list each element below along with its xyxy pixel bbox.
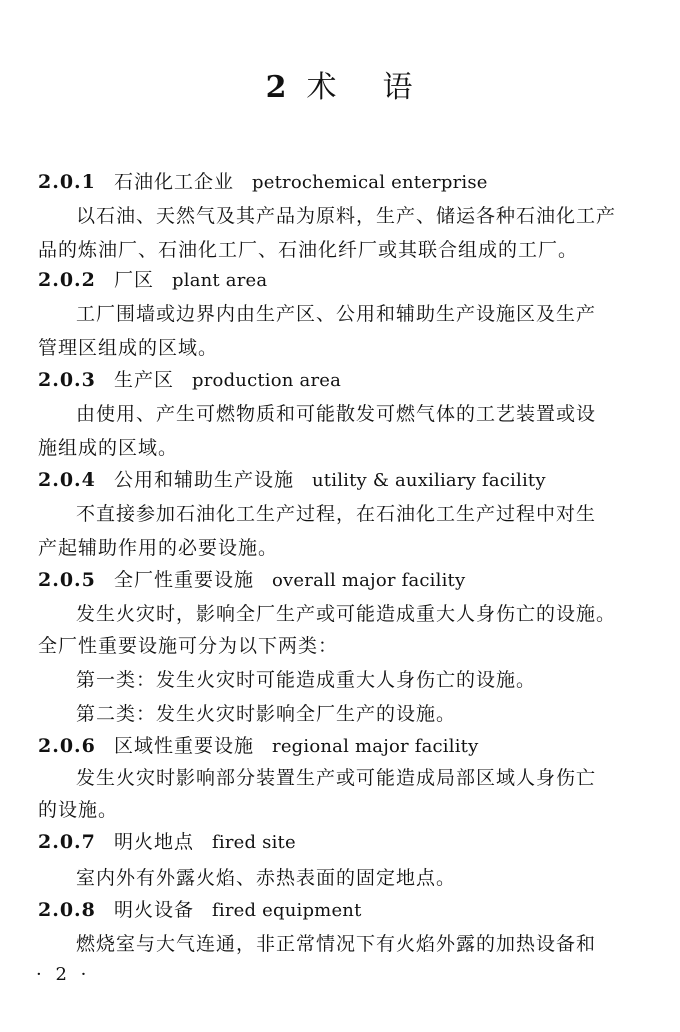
- term-english: overall major facility: [272, 570, 466, 591]
- term-english: petrochemical enterprise: [252, 172, 488, 193]
- term-chinese: 厂区: [114, 269, 155, 291]
- term-chinese: 区域性重要设施: [114, 735, 255, 757]
- term-definition-line: 由使用、产生可燃物质和可能散发可燃气体的工艺装置或设: [76, 403, 597, 425]
- term-chinese: 公用和辅助生产设施: [114, 469, 295, 491]
- term-english: regional major facility: [272, 736, 479, 757]
- term-definition-line: 产起辅助作用的必要设施。: [38, 537, 279, 559]
- term-definition-line: 的设施。: [38, 799, 119, 821]
- page-number: · 2 ·: [36, 964, 91, 985]
- term-english: production area: [192, 370, 342, 391]
- term-definition-line: 以石油、天然气及其产品为原料，生产、储运各种石油化工产: [76, 205, 617, 227]
- term-definition-line: 第二类：发生火灾时影响全厂生产的设施。: [76, 703, 457, 725]
- term-number: 2.0.8: [38, 899, 96, 921]
- chapter-title-part1: 术: [306, 70, 339, 105]
- term-definition-line: 第一类：发生火灾时可能造成重大人身伤亡的设施。: [76, 669, 537, 691]
- term-heading-2-0-2: [38, 268, 267, 293]
- term-definition-line: 室内外有外露火焰、赤热表面的固定地点。: [76, 867, 457, 889]
- term-number: 2.0.2: [38, 269, 96, 291]
- term-definition-line: 品的炼油厂、石油化工厂、石油化纤厂或其联合组成的工厂。: [38, 239, 579, 261]
- term-definition-line: 施组成的区域。: [38, 437, 179, 459]
- chapter-title: [0, 62, 680, 106]
- term-definition-line: 发生火灾时，影响全厂生产或可能造成重大人身伤亡的设施。: [76, 603, 617, 625]
- chapter-title-part2: 语: [382, 70, 415, 105]
- term-number: 2.0.5: [38, 569, 96, 591]
- term-chinese: 石油化工企业: [114, 171, 235, 193]
- term-number: 2.0.4: [38, 469, 96, 491]
- term-chinese: 生产区: [114, 369, 175, 391]
- term-definition-line: 管理区组成的区域。: [38, 337, 219, 359]
- term-heading-2-0-4: [38, 468, 546, 493]
- term-number: 2.0.6: [38, 735, 96, 757]
- term-chinese: 明火地点: [114, 831, 195, 853]
- term-english: fired site: [212, 832, 296, 853]
- chapter-number: 2: [265, 70, 289, 105]
- term-chinese: 明火设备: [114, 899, 195, 921]
- term-heading-2-0-3: [38, 368, 341, 393]
- term-definition-line: 全厂性重要设施可分为以下两类：: [38, 635, 339, 657]
- term-chinese: 全厂性重要设施: [114, 569, 255, 591]
- term-heading-2-0-1: [38, 170, 488, 195]
- term-number: 2.0.3: [38, 369, 96, 391]
- term-definition-line: 燃烧室与大气连通，非正常情况下有火焰外露的加热设备和: [76, 933, 597, 955]
- term-number: 2.0.1: [38, 171, 96, 193]
- term-heading-2-0-5: [38, 568, 465, 593]
- term-definition-line: 不直接参加石油化工生产过程，在石油化工生产过程中对生: [76, 503, 597, 525]
- term-number: 2.0.7: [38, 831, 96, 853]
- term-english: plant area: [172, 270, 268, 291]
- term-english: fired equipment: [212, 900, 362, 921]
- term-english: utility & auxiliary facility: [312, 470, 546, 491]
- term-definition-line: 发生火灾时影响部分装置生产或可能造成局部区域人身伤亡: [76, 767, 597, 789]
- term-heading-2-0-8: [38, 898, 362, 923]
- term-heading-2-0-7: [38, 830, 296, 855]
- term-definition-line: 工厂围墙或边界内由生产区、公用和辅助生产设施区及生产: [76, 303, 597, 325]
- term-heading-2-0-6: [38, 734, 478, 759]
